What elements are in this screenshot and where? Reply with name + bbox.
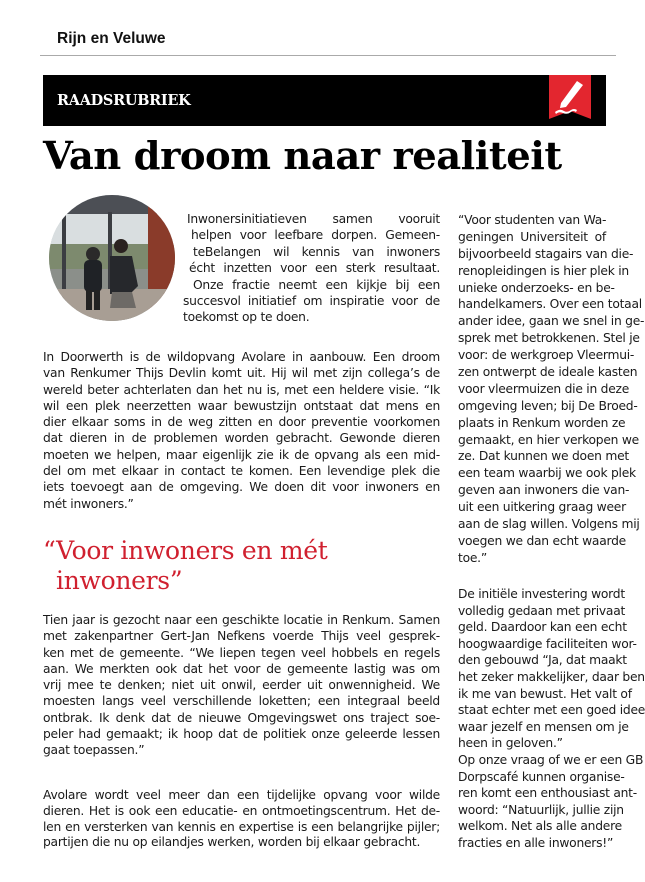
text-line: Tien jaar is gezocht naar een geschikte locatie in Renkum. Samen: [43, 613, 440, 627]
section-name: Rijn en Veluwe: [57, 30, 166, 47]
text-line: het zeker makkelijker, daar ben: [458, 669, 645, 684]
text-line: hoogwaardige faciliteiten wor-: [458, 636, 637, 651]
two-people-at-window-photo: [48, 194, 176, 322]
rubric-label: RAADSRUBRIEK: [57, 92, 191, 109]
text-line: ik me van bewust. Het valt of: [458, 686, 632, 701]
header-divider: [40, 55, 616, 56]
intro-paragraph: [183, 211, 440, 326]
pull-quote-line: inwoners”: [56, 566, 183, 595]
text-line: met zakenpartner Gert-Jan Nefkens voerde Thijs veel gesprek-: [43, 629, 440, 644]
text-line: unieke onderzoeks- en be-: [458, 280, 615, 295]
text-line: staat echter met een goed idee: [458, 703, 645, 718]
text-line: ze. Dat kunnen we doen met: [458, 449, 629, 464]
text-line: zen ontwerpt de ideale kasten: [458, 365, 638, 380]
text-line: len en versterken van kennis en expertise is een belangrijke pijler;: [43, 819, 440, 834]
text-line: voegen we dan echt waarde: [458, 533, 626, 548]
text-line: handelkamers. Over een totaal: [458, 297, 642, 312]
text-line: geningen Universiteit of: [458, 229, 606, 244]
pull-quote: [43, 536, 328, 596]
text-line: moeten we helpen, maar eigenlijk zie ik de opvang als een mid-: [43, 447, 440, 462]
text-line: mét inwoners.”: [43, 496, 134, 511]
body-paragraph-2: [43, 612, 440, 759]
text-line: voor: de werkgroep Vleermui-: [458, 348, 635, 363]
text-line: heen in geloven.”: [458, 736, 563, 751]
article-title: Van droom naar realiteit: [43, 134, 562, 179]
text-line: Inwonersinitiatieven samen vooruit: [187, 212, 440, 226]
text-line: volledig gedaan met privaat: [458, 603, 626, 618]
pen-writing-icon: [549, 75, 591, 119]
text-line: partijen die nu op eilandjes werken, worden bij elkaar gebracht.: [43, 835, 421, 850]
text-line: De initiële investering wordt: [458, 587, 625, 601]
text-line: waar jezelf en mensen om je: [458, 719, 629, 734]
text-line: geld. Daardoor kan een echt: [458, 620, 627, 635]
text-line: iets toevoegt aan de omgeving. We doen dit voor inwoners en: [43, 480, 440, 495]
text-line: In Doorwerth is de wildopvang Avolare in aanbouw. Een droom: [43, 350, 440, 364]
text-line: “Voor studenten van Wa-: [458, 213, 607, 227]
text-line: succesvol initiatief om inspiratie voor de: [183, 293, 440, 308]
text-line: plaats in Renkum worden ze: [458, 415, 626, 430]
text-line: écht inzetten voor een sterk resultaat.: [189, 261, 440, 276]
text-line: vrij mee te denken; niet uit onwil, eerder uit onwennigheid. We: [43, 678, 440, 693]
text-line: ken met de gemeente. “We liepen tegen veel hobbels en regels: [43, 645, 440, 660]
text-line: wil een plek neerzetten waar bewustzijn ontstaat dat mens en: [43, 398, 440, 413]
text-line: sprek met betrokkenen. Stel je: [458, 331, 640, 346]
text-line: uit een uitkering graag weer: [458, 500, 626, 515]
text-line: renopleidingen is hier plek in: [458, 263, 629, 278]
text-line: peler had gemaakt; ik hoop dat de politiek onze geleerde lessen: [43, 727, 440, 742]
text-line: teBelangen wil kennis van inwoners: [193, 244, 440, 259]
text-line: toekomst op te doen.: [183, 310, 310, 325]
text-line: gemaakt, en hier verkopen we: [458, 432, 639, 447]
text-line: omgeving leven; bij De Broed-: [458, 398, 638, 413]
text-line: voor vleermuizen die in deze: [458, 381, 630, 396]
text-line: Op onze vraag of we er een GB: [458, 752, 644, 767]
pull-quote-line: “Voor inwoners en mét: [43, 536, 328, 565]
text-line: geven aan inwoners die van-: [458, 483, 630, 498]
body-paragraph-3: [43, 788, 440, 851]
text-line: van Renkumer Thijs Devlin komt uit. Hij wil met zijn collega’s de: [43, 366, 440, 381]
text-line: aan. We merkten ook dat het voor de gemeente lastig was om: [43, 661, 440, 676]
text-line: dieren. Het is ook een educatie- en ontmoetingscentrum. Het de-: [43, 803, 440, 818]
text-line: woord: “Natuurlijk, jullie zijn: [458, 802, 624, 817]
text-line: fracties en alle inwoners!”: [458, 835, 614, 850]
text-line: ren komt een enthousiast ant-: [458, 786, 637, 801]
text-line: toe.”: [458, 550, 487, 565]
body-paragraph-1: [43, 349, 440, 512]
text-line: den gebouwd “Ja, dat maakt: [458, 653, 627, 668]
right-column-paragraph-1: [458, 212, 645, 567]
text-line: del om met elkaar in contact te komen. Een levendige plek die: [43, 464, 440, 479]
text-line: Dorpscafé kunnen organise-: [458, 769, 625, 784]
text-line: dat dieren in de problemen worden gebracht. Gewonde dieren: [43, 431, 440, 446]
text-line: helpen voor leefbare dorpen. Gemeen-: [191, 228, 440, 243]
text-line: ander idee, gaan we snel in ge-: [458, 314, 645, 329]
text-line: bijvoorbeeld stagairs van die-: [458, 246, 634, 261]
right-column-paragraph-2: [458, 586, 645, 852]
text-line: ontbrak. Ik denk dat de nieuwe Omgevingswet ons traject soe-: [43, 710, 440, 725]
text-line: Onze fractie neemt een kijkje bij een: [193, 277, 440, 292]
text-line: dier elkaar soms in de weg zitten en door preventie voorkomen: [43, 415, 440, 430]
text-line: moesten langs veel verschillende loketten; een integraal beeld: [43, 694, 440, 709]
rubric-bar: [43, 75, 606, 126]
text-line: welkom. Net als alle andere: [458, 819, 622, 834]
text-line: wereld beter achterlaten dan het nu is, met een heldere visie. “Ik: [43, 382, 440, 397]
text-line: Avolare wordt veel meer dan een tijdelijke opvang voor wilde: [43, 788, 440, 802]
text-line: gaat toepassen.”: [43, 743, 145, 758]
text-line: een team waarbij we ook plek: [458, 466, 636, 481]
text-line: aan de slag willen. Volgens mij: [458, 517, 640, 532]
